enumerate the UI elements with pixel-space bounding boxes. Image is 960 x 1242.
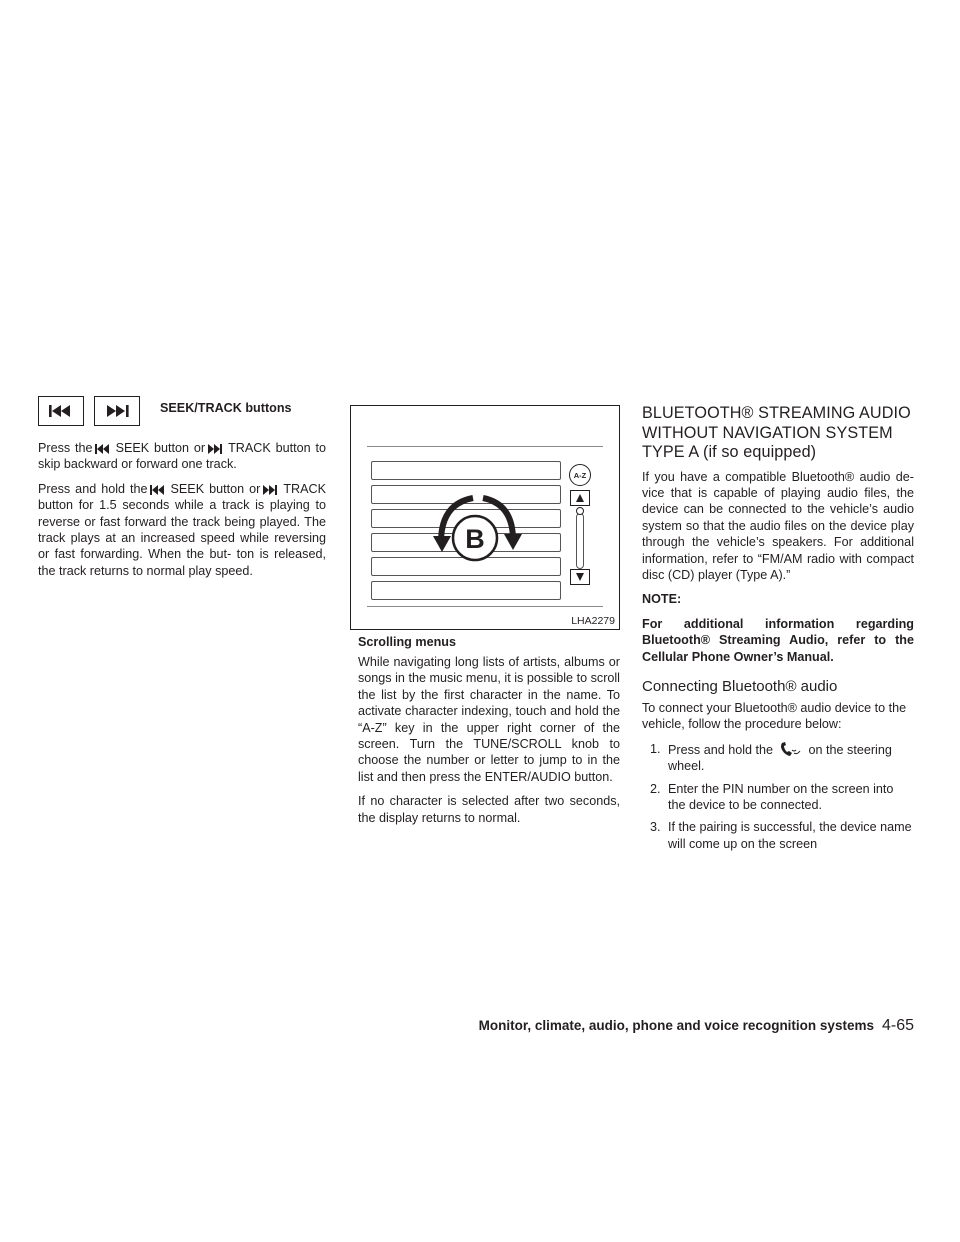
note-text: For additional information regarding Bluetooth® Streaming Audio, refer to the Cellular Phone Owner’s Manual. xyxy=(642,616,914,664)
az-key: A-Z xyxy=(569,464,591,486)
column-seek-track xyxy=(38,440,326,587)
section-title: BLUETOOTH® STREAMING AUDIO WITHOUT NAVIGATION SYSTEM TYPE A (if so equipped) xyxy=(642,404,911,461)
scroll-up-button xyxy=(570,490,590,506)
figure-code: LHA2279 xyxy=(571,615,615,627)
scrolling-menus-paragraph-1: While navigating long lists of artists, albums or songs in the music menu, it is possible to scroll the list by the first character in the name. To activate character indexing, touch and hold the “A-Z” key in the upper right corner of the screen. Turn the TUNE/SCROLL knob to choose the number or letter to jump to in the list and then press the ENTER/AUDIO button. xyxy=(358,655,620,784)
phone-talk-icon xyxy=(779,741,801,757)
note-label: NOTE: xyxy=(642,592,682,607)
seek-track-paragraph-1: Press the SEEK button or TRACK button to skip backward or forward one track. xyxy=(38,441,327,472)
connecting-paragraph: To connect your Bluetooth® audio device to the vehicle, follow the procedure below: xyxy=(642,700,907,732)
seek-track-paragraph-2: Press and hold the SEEK button or TRACK button for 1.5 seconds while a track is playing to reverse or fast forward the track being played. The track plays at an increased speed while reversing or fast forwarding. When the but- ton is released, the track returns to normal play speed. xyxy=(38,481,326,578)
connecting-heading: Connecting Bluetooth® audio xyxy=(642,677,838,695)
tune-scroll-knob-diagram xyxy=(427,486,527,566)
scrolling-menu-figure xyxy=(350,405,620,630)
arrow-down-icon xyxy=(576,573,584,581)
seek-back-button-box xyxy=(38,396,84,426)
arrow-up-icon xyxy=(576,494,584,502)
scroll-track xyxy=(576,513,584,569)
skip-forward-icon xyxy=(207,444,222,454)
scroll-thumb xyxy=(576,507,584,515)
list-item xyxy=(371,461,561,480)
column-scrolling-menus xyxy=(358,654,620,834)
list-item xyxy=(371,581,561,600)
list-item: 2. Enter the PIN number on the screen into the device to be connected. xyxy=(650,781,894,812)
page-footer xyxy=(479,1017,914,1035)
scroll-down-button xyxy=(570,569,590,585)
list-item: 1. Press and hold the on the steering wheel. xyxy=(650,741,892,774)
track-forward-button-box xyxy=(94,396,140,426)
skip-back-icon xyxy=(48,405,74,417)
page-number: 4-65 xyxy=(881,1017,914,1034)
column-bluetooth-audio xyxy=(642,404,914,858)
scrolling-menus-heading: Scrolling menus xyxy=(358,635,456,649)
skip-forward-icon xyxy=(104,405,130,417)
list-item: 3. If the pairing is successful, the device name will come up on the screen xyxy=(650,820,912,851)
seek-track-title: SEEK/TRACK buttons xyxy=(160,401,292,415)
skip-back-icon xyxy=(150,485,165,495)
bluetooth-intro-paragraph: If you have a compatible Bluetooth® audio de- vice that is capable of playing audio files, the device can be connected to the vehicle’s audio system so that the audio files on the device play through the vehicle’s speakers. For additional information, refer to “FM/AM radio with compact disc (CD) player (Type A).” xyxy=(642,469,914,582)
knob-label: B xyxy=(465,524,485,554)
skip-forward-icon xyxy=(262,485,277,495)
seek-track-heading xyxy=(38,396,326,424)
connection-steps xyxy=(642,741,914,852)
chapter-title: Monitor, climate, audio, phone and voice recognition systems xyxy=(478,1018,874,1033)
scrolling-menus-paragraph-2: If no character is selected after two seconds, the display returns to normal. xyxy=(358,794,620,825)
skip-back-icon xyxy=(95,444,110,454)
